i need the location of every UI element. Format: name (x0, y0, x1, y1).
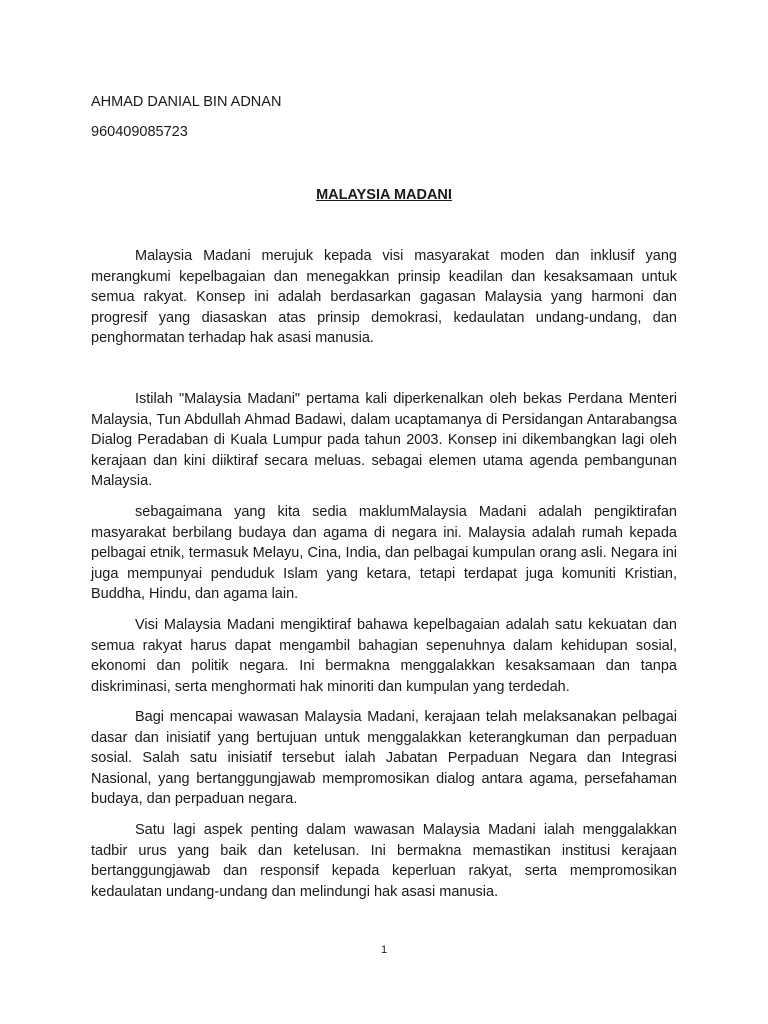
paragraph-4: Visi Malaysia Madani mengiktiraf bahawa kepelbagaian adalah satu kekuatan dan semua rakyat harus dapat mengambil bahagian sepenuhnya dalam kehidupan sosial, ekonomi dan politik negara. Ini bermakna menggalakkan kesaksamaan dan tanpa diskriminasi, serta menghormati hak minoriti dan kumpulan yang terdedah. (91, 617, 677, 695)
paragraph-2: Istilah "Malaysia Madani" pertama kali diperkenalkan oleh bekas Perdana Menteri Malaysia, Tun Abdullah Ahmad Badawi, dalam ucaptamanya di Persidangan Antarabangsa Dialog Peradaban di Kuala Lumpur pada tahun 2003. Konsep ini dikembangkan lagi oleh kerajaan dan kini diiktiraf secara meluas. sebagai elemen utama agenda pembangunan Malaysia. (91, 391, 677, 490)
paragraph-1: Malaysia Madani merujuk kepada visi masyarakat moden dan inklusif yang merangkumi kepelbagaian dan menegakkan prinsip keadilan dan kesaksamaan untuk semua rakyat. Konsep ini adalah berdasarkan gagasan Malaysia yang harmoni dan progresif yang diasaskan atas prinsip demokrasi, kedaulatan undang-undang, dan penghormatan terhadap hak asasi manusia. (91, 248, 677, 347)
paragraph-6: Satu lagi aspek penting dalam wawasan Malaysia Madani ialah menggalakkan tadbir urus yang baik dan ketelusan. Ini bermakna memastikan institusi kerajaan bertanggungjawab dan responsif kepada keperluan rakyat, serta mempromosikan kedaulatan undang-undang dan melindungi hak asasi manusia. (91, 822, 677, 900)
paragraph-3: sebagaimana yang kita sedia maklumMalaysia Madani adalah pengiktirafan masyarakat berbilang budaya dan agama di negara ini. Malaysia adalah rumah kepada pelbagai etnik, termasuk Melayu, Cina, India, dan pelbagai kumpulan orang asli. Negara ini juga mempunyai penduduk Islam yang ketara, tetapi terdapat juga komuniti Kristian, Buddha, Hindu, dan agama lain. (91, 504, 677, 603)
author-name: AHMAD DANIAL BIN ADNAN (91, 94, 282, 110)
paragraph-5: Bagi mencapai wawasan Malaysia Madani, kerajaan telah melaksanakan pelbagai dasar dan inisiatif yang bertujuan untuk menggalakkan keterangkuman dan perpaduan sosial. Salah satu inisiatif tersebut ialah Jabatan Perpaduan Negara dan Integrasi Nasional, yang bertanggungjawab mempromosikan dialog antara agama, persefahaman budaya, dan perpaduan negara. (91, 709, 677, 808)
author-id: 960409085723 (91, 124, 188, 140)
page-number: 1 (380, 944, 388, 956)
document-title: MALAYSIA MADANI (316, 187, 452, 203)
